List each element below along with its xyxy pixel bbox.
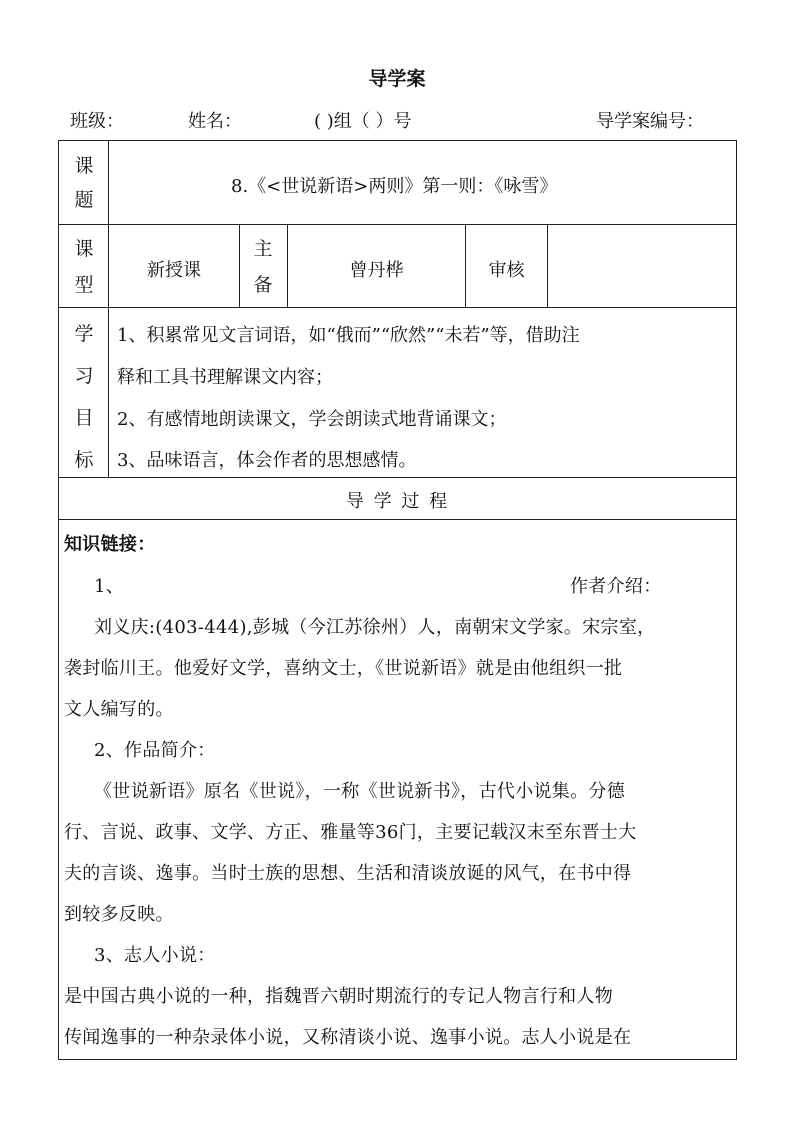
preparer-label: 主 备 [253, 238, 273, 296]
objective-line: 1、积累常见文言词语，如“俄而”“欣然”“未若”等，借助注 [117, 325, 580, 346]
row-divider [59, 307, 736, 308]
class-label: 班级： [70, 111, 124, 132]
knowledge-heading: 知识链接： [64, 534, 156, 555]
reviewer-label: 审核 [488, 260, 525, 281]
topic-label: 课 题 [74, 155, 94, 211]
item3-title: 3、志人小说： [94, 945, 216, 966]
row-divider [59, 224, 736, 225]
objectives-label: 学 习 目 标 [74, 323, 94, 471]
objective-line: 释和工具书理解课文内容； [117, 367, 333, 388]
row-divider [59, 477, 736, 478]
plan-number-label: 导学案编号： [596, 111, 704, 132]
text-line: 是中国古典小说的一种，指魏晋六朝时期流行的专记人物言行和人物 [64, 986, 613, 1007]
text-line: 行、言说、政事、文学、方正、雅量等36门，主要记载汉末至东晋士大 [64, 822, 637, 843]
column-divider [547, 224, 548, 307]
text-line: 《世说新语》原名《世说》，一称《世说新书》，古代小说集。分德 [94, 781, 625, 802]
topic-value: 8.《<世说新语>两则》第一则：《咏雪》 [231, 176, 558, 197]
objective-line: 2、有感情地朗读课文，学会朗读式地背诵课文； [117, 409, 507, 430]
group-label: ( )组（ ）号 [314, 111, 412, 132]
item1-number: 1、 [94, 576, 125, 597]
name-label: 姓名： [188, 111, 242, 132]
lesson-type-label: 课 型 [74, 238, 94, 296]
document-title: 导学案 [368, 68, 426, 90]
objective-line: 3、品味语言，体会作者的思想感情。 [117, 450, 417, 471]
preparer-value: 曾丹桦 [349, 260, 404, 281]
text-line: 到较多反映。 [64, 904, 174, 925]
text-line: 文人编写的。 [64, 699, 174, 720]
text-line: 夫的言谈、逸事。当时士族的思想、生活和清谈放诞的风气，在书中得 [64, 863, 632, 884]
text-line: 传闻逸事的一种杂录体小说，又称清谈小说、逸事小说。志人小说是在 [64, 1027, 632, 1048]
process-heading: 导 学 过 程 [345, 491, 450, 512]
item2-title: 2、作品简介： [94, 740, 216, 761]
text-line: 袭封临川王。他爱好文学，喜纳文士，《世说新语》就是由他组织一批 [64, 658, 623, 679]
text-line: 刘义庆:(403-444),彭城（今江苏徐州）人，南朝宋文学家。宋宗室， [94, 617, 656, 638]
item1-title: 作者介绍： [570, 576, 662, 597]
lesson-type-value: 新授课 [147, 260, 201, 281]
row-divider [59, 519, 736, 520]
